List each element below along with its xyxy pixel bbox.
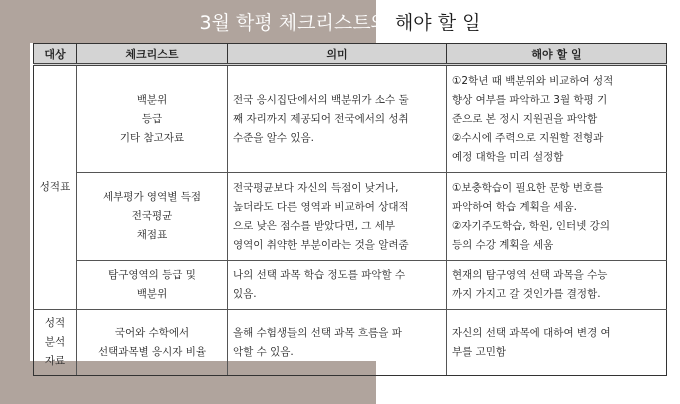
- meaning-cell: [228, 173, 447, 261]
- table-row: [34, 310, 667, 376]
- checklist-cell: [77, 65, 228, 173]
- todo-line: 까지 가지고 갈 것인가를 결정함.: [452, 288, 601, 300]
- target-cell: [34, 310, 77, 376]
- target-line: 성적: [44, 317, 66, 329]
- meaning-line: 나의 선택 과목 학습 정도를 파악할 수: [233, 269, 406, 281]
- checklist-line: 등급: [141, 112, 163, 125]
- todo-cell: [447, 261, 667, 310]
- target-line: 분석: [44, 336, 66, 348]
- meaning-line: 전국 응시집단에서의 백분위가 소수 둘: [233, 93, 409, 106]
- meaning-line: 째 자리까지 제공되어 전국에서의 성취: [233, 112, 409, 125]
- meaning-line: 영역이 취약한 부분이라는 것을 알려줌: [233, 238, 409, 251]
- table-row: [34, 65, 667, 173]
- todo-line: 파악하여 학습 계획을 세움.: [452, 200, 577, 213]
- meaning-line: 있음.: [233, 288, 257, 300]
- header-meaning: 의미: [228, 44, 447, 65]
- title-part-1: 3월 학평 체크리스트와: [199, 12, 389, 34]
- meaning-line: 전국평균보다 자신의 득점이 낮거나,: [233, 181, 399, 194]
- todo-line: 부를 고민함: [452, 345, 507, 358]
- todo-line: 등의 수강 계획을 세움: [452, 238, 554, 251]
- todo-line: ①2학년 때 백분위와 비교하여 성적: [452, 74, 614, 87]
- todo-cell: [447, 65, 667, 173]
- meaning-cell: [228, 310, 447, 376]
- todo-line: 자신의 선택 과목에 대하여 변경 여: [452, 326, 611, 339]
- checklist-line: 세부평가 영역별 득점: [103, 191, 201, 203]
- todo-line: ②수시에 주력으로 지원할 전형과: [452, 131, 604, 144]
- meaning-cell: [228, 261, 447, 310]
- meaning-line: 높더라도 다른 영역과 비교하여 상대적: [233, 200, 409, 213]
- checklist-line: 백분위: [136, 288, 168, 300]
- meaning-cell: [228, 65, 447, 173]
- target-cell: 성적표: [34, 65, 77, 310]
- meaning-line: 올해 수험생들의 선택 과목 흐름을 파: [233, 326, 402, 339]
- header-row: [34, 44, 667, 65]
- todo-line: 향상 여부를 파악하고 3월 학평 기: [452, 93, 608, 106]
- table-row: [34, 173, 667, 261]
- page-title: [0, 9, 680, 37]
- meaning-line: 으로 낮은 점수를 받았다면, 그 세부: [233, 219, 396, 232]
- meaning-line: 수준을 알수 있음.: [233, 131, 315, 144]
- todo-line: ①보충학습이 필요한 문항 번호를: [452, 181, 604, 194]
- todo-cell: [447, 173, 667, 261]
- checklist-line: 전국평균: [131, 210, 173, 222]
- target-line: 자료: [44, 355, 66, 367]
- checklist-line: 국어와 수학에서: [114, 326, 190, 339]
- checklist-table: [33, 43, 667, 376]
- header-target: 대상: [34, 44, 77, 65]
- todo-line: 예정 대학을 미리 설정함: [452, 150, 564, 163]
- todo-line: 현재의 탐구영역 선택 과목을 수능: [452, 269, 608, 281]
- todo-cell: [447, 310, 667, 376]
- checklist-line: 탐구영역의 등급 및: [108, 269, 196, 281]
- checklist-line: 선택과목별 응시자 비율: [97, 345, 207, 358]
- todo-line: 준으로 본 정시 지원권을 파악함: [452, 112, 598, 125]
- header-todo: 해야 할 일: [447, 44, 667, 65]
- header-checklist: 체크리스트: [77, 44, 228, 65]
- document-image: [30, 43, 670, 367]
- checklist-line: 채점표: [136, 229, 168, 241]
- todo-line: ②자기주도학습, 학원, 인터넷 강의: [452, 219, 610, 232]
- meaning-line: 악할 수 있음.: [233, 345, 294, 358]
- title-part-2: 해야 할 일: [388, 12, 481, 34]
- checklist-cell: [77, 310, 228, 376]
- checklist-cell: [77, 261, 228, 310]
- checklist-cell: [77, 173, 228, 261]
- table-row: [34, 261, 667, 310]
- checklist-line: 백분위: [136, 93, 168, 106]
- checklist-line: 기타 참고자료: [119, 131, 185, 144]
